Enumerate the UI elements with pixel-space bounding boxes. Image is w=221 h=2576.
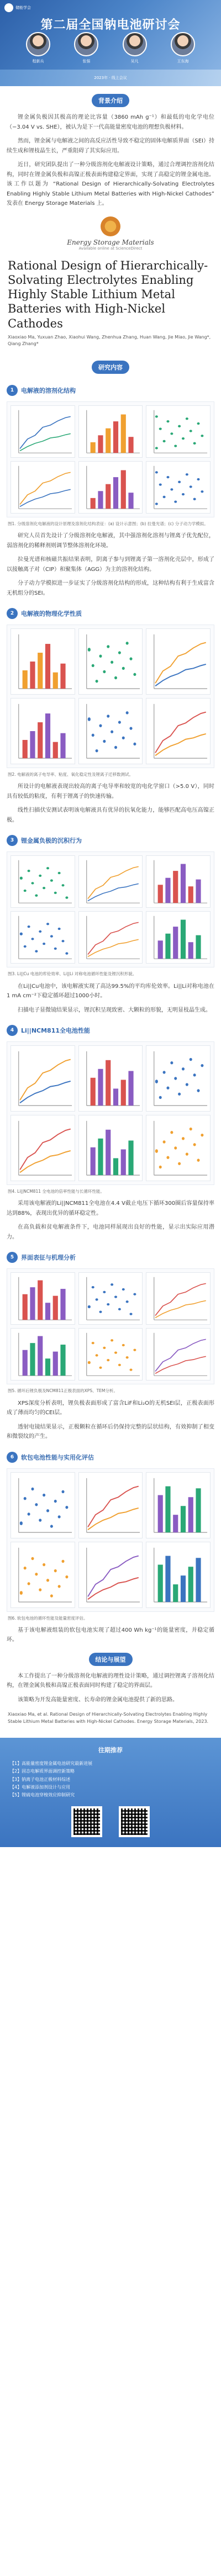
plot-svg	[146, 1273, 210, 1324]
recommend-list	[10, 1760, 211, 1800]
paper-authors: Xiaoxiao Ma, Yuxuan Zhao, Xiaohui Wang, Zhenhua Zhang, Huan Wang, Jie Miao, Jie Wang*, Qiang Zhang*	[8, 334, 211, 346]
plot-svg	[146, 462, 210, 513]
journal-name: Energy Storage Materials	[67, 238, 154, 246]
plot-svg	[146, 629, 210, 694]
figure-image[interactable]	[7, 1268, 214, 1384]
figure-panel	[10, 911, 75, 964]
plot-svg	[79, 699, 143, 764]
figure-panel	[146, 1472, 211, 1538]
banner-logo	[4, 3, 31, 12]
recommend-link[interactable]: 【4】电解液添加剂设计与应用	[10, 1785, 71, 1790]
speaker-photo	[171, 32, 195, 56]
figure-sections	[0, 379, 221, 1645]
section-pill: 结论与展望	[89, 1653, 133, 1666]
speaker-photo	[123, 32, 147, 56]
intro-paragraph: 近日，研究团队提出了一种分级溶剂化电解液设计策略，通过合理调控溶剂化结构，同时在锂金属负极和高镍正极表面构建稳定界面，实现了高稳定的锂金属电池。该工作以题为 “Rational Design of Hierarchically-Solvating Electrolytes Enabling Highly Stable Lithium Metal Batteries with High-Nickel Cathodes” 发表在 Energy Storage Materials 上。	[7, 162, 214, 207]
figure-image[interactable]	[7, 1041, 214, 1185]
figure-number: 3	[7, 835, 18, 846]
figure-panel	[78, 911, 143, 964]
journal-block	[0, 216, 221, 251]
figure-panel	[10, 1542, 75, 1608]
figure-image[interactable]	[7, 401, 214, 517]
speaker-name: 吴凡	[130, 59, 139, 64]
section-pill: 研究内容	[92, 361, 129, 374]
plot-svg	[79, 1329, 143, 1380]
figure-panel	[78, 1045, 143, 1112]
figure-panel	[146, 1045, 211, 1112]
speaker	[167, 32, 199, 64]
plot-svg	[79, 856, 143, 907]
speaker-list	[22, 32, 199, 64]
figure-panel	[10, 1472, 75, 1538]
plot-svg	[79, 1473, 143, 1538]
figure-section	[0, 1446, 221, 1645]
figure-panel	[10, 855, 75, 908]
figure-section	[0, 379, 221, 598]
figure-panel	[78, 1115, 143, 1181]
plot-svg	[79, 1115, 143, 1181]
plot-svg	[146, 1473, 210, 1538]
plot-svg	[11, 1273, 75, 1324]
figure-panel	[78, 461, 143, 514]
figure-panel	[78, 698, 143, 764]
figure-section	[0, 1246, 221, 1441]
speaker	[70, 32, 102, 64]
summary-paragraph: 该策略为开发高能量密度、长寿命的锂金属电池提供了新的思路。	[18, 1696, 178, 1703]
plot-svg	[11, 406, 75, 457]
banner-subtitle: 2023年 · 线上会议	[94, 76, 127, 80]
figure-caption: 图5. 循环后锂负极及NCM811正极表面的XPS、TEM分析。	[8, 1388, 118, 1394]
figure-section	[0, 1019, 221, 1242]
figure-panel	[146, 405, 211, 458]
section-pill: 背景介绍	[92, 94, 129, 107]
figure-panel	[146, 1328, 211, 1380]
figure-panel	[78, 1272, 143, 1325]
figure-panel	[146, 1272, 211, 1325]
figure-panel	[78, 1328, 143, 1380]
recommend-link[interactable]: 【1】高能量密度锂金属电池研究最新进展	[10, 1760, 93, 1766]
intro-paragraph: 然而，锂金属与电解液之间的高反应活性导致不稳定的固体电解质界面（SEI）持续生成和锂枝晶生长，严重阻碍了其实际应用。	[7, 138, 214, 154]
intro-paragraph: 锂金属负极因其极高的理论比容量（3860 mAh g⁻¹）和最低的电化学电位（−3.04 V vs. SHE），被认为是下一代高能量密度电池的理想负极材料。	[7, 114, 214, 130]
section-header-content	[0, 361, 221, 374]
summary-paragraph: 本工作提出了一种分级溶剂化电解液的理性设计策略，通过调控锂离子溶剂化结构，在锂金属负极和高镍正极表面同时构建了稳定的界面层。	[7, 1673, 214, 1689]
plot-svg	[146, 1329, 210, 1380]
banner-logo-text: 储能学会	[15, 6, 31, 10]
figure-title: 锂金属负极的沉积行为	[21, 837, 82, 845]
body-paragraph: 研究人员首先设计了分级溶剂化电解液，其中强溶剂化溶剂与锂离子优先配位，弱溶剂化的稀释剂则调节整体溶剂化环境。	[7, 533, 214, 549]
recommend-link[interactable]: 【5】锂硫电池穿梭效应抑制研究	[10, 1792, 75, 1798]
plot-svg	[146, 1046, 210, 1111]
figure-caption: 图6. 软包电池的循环性能及能量密度评估。	[8, 1615, 88, 1621]
body-paragraph: 在高负载和贫电解液条件下，电池同样展现出良好的性能，显示出实际应用潜力。	[7, 1224, 214, 1240]
citation: Xiaoxiao Ma, et al. Rational Design of Hierarchically-Solvating Electrolytes Enabling Highly Stable Lithium Metal Batteries with High-Nickel Cathodes. Energy Storage Materials, 2023.	[8, 1712, 209, 1725]
figure-image[interactable]	[7, 625, 214, 768]
plot-svg	[146, 912, 210, 963]
body-paragraph: 在Li||Cu电池中，该电解液实现了高达99.5%的平均库伦效率。Li||Li对称电池在1 mA cm⁻²下稳定循环超过1000小时。	[7, 983, 214, 999]
figure-section	[0, 829, 221, 1015]
speaker-photo	[74, 32, 98, 56]
plot-svg	[11, 1473, 75, 1538]
figure-panel	[146, 855, 211, 908]
body-paragraph: XPS深度分析表明，锂负极表面形成了富含LiF和Li₂O的无机SEI层，正极表面形成了薄而均匀的CEI层。	[7, 1400, 214, 1416]
figure-number: 6	[7, 1452, 18, 1463]
conference-banner[interactable]	[0, 0, 221, 86]
speaker	[22, 32, 54, 64]
figure-panel	[78, 1472, 143, 1538]
journal-sub: Available online at ScienceDirect	[78, 246, 143, 251]
figure-panel	[146, 1542, 211, 1608]
figure-panel	[78, 855, 143, 908]
plot-svg	[11, 699, 75, 764]
body-paragraph: 线性扫描伏安测试表明该电解液具有优异的抗氧化能力，能够匹配高电压高镍正极。	[7, 807, 214, 823]
body-paragraph: 分子动力学模拟进一步证实了分级溶剂化结构的形成，这种结构有利于生成富含无机组分的SEI。	[7, 580, 214, 596]
plot-svg	[79, 1542, 143, 1607]
journal-logo-icon	[101, 216, 120, 236]
figure-image[interactable]	[7, 851, 214, 967]
figure-panel	[10, 405, 75, 458]
plot-svg	[146, 1542, 210, 1607]
plot-svg	[11, 462, 75, 513]
figure-panel	[146, 911, 211, 964]
footer-title: 往期推荐	[98, 1746, 123, 1754]
figure-panel	[78, 1542, 143, 1608]
speaker-name: 王东海	[177, 59, 189, 64]
figure-title: 软包电池性能与实用化评估	[21, 1453, 94, 1461]
speaker-name: 程新兵	[32, 59, 44, 64]
plot-svg	[79, 1273, 143, 1324]
figure-panel	[10, 1328, 75, 1380]
plot-svg	[11, 1115, 75, 1181]
society-logo-icon	[4, 3, 13, 12]
body-paragraph: 扫描电子显微镜结果显示，锂沉积呈现致密、大颗粒的形貌，无明显枝晶生成。	[18, 1007, 211, 1013]
figure-panel	[146, 461, 211, 514]
plot-svg	[11, 629, 75, 694]
figure-header	[0, 602, 221, 622]
plot-svg	[146, 406, 210, 457]
body-paragraph: 拉曼光谱和核磁共振结果表明，阴离子参与到锂离子第一溶剂化壳层中，形成了以接触离子对（CIP）和聚集体（AGG）为主的溶剂化结构。	[7, 557, 214, 573]
speaker	[119, 32, 151, 64]
speaker-name: 张强	[82, 59, 91, 64]
figure-number: 4	[7, 1025, 18, 1036]
plot-svg	[11, 1542, 75, 1607]
plot-svg	[11, 856, 75, 907]
figure-panel	[10, 1045, 75, 1112]
plot-svg	[79, 406, 143, 457]
figure-panel	[146, 628, 211, 695]
figure-number: 1	[7, 385, 18, 396]
figure-panel	[10, 628, 75, 695]
plot-svg	[79, 912, 143, 963]
figure-title: 电解液的物理化学性质	[21, 610, 82, 617]
qr-codes	[10, 1806, 211, 1837]
figure-header	[0, 1446, 221, 1466]
body-paragraph: 基于该电解液组装的软包电池实现了超过400 Wh kg⁻¹的能量密度，并稳定循环。	[7, 1627, 214, 1643]
paper-title: Rational Design of Hierarchically-Solvating Electrolytes Enabling Highly Stable Lithium Metal Batteries with High-Nickel Cathodes	[8, 258, 208, 330]
banner-title: 第二届全国钠电池研讨会	[40, 18, 181, 32]
figure-section	[0, 602, 221, 825]
qr-code-icon[interactable]	[119, 1806, 150, 1837]
recommend-footer	[0, 1738, 221, 1847]
figure-panel	[10, 698, 75, 764]
figure-number: 2	[7, 608, 18, 619]
plot-svg	[146, 699, 210, 764]
plot-svg	[79, 462, 143, 513]
figure-number: 5	[7, 1252, 18, 1263]
figure-panel	[146, 698, 211, 764]
figure-caption: 图4. Li||NCM811 全电池的倍率性能与长循环性能。	[8, 1189, 104, 1194]
plot-svg	[11, 1046, 75, 1111]
figure-panel	[10, 1272, 75, 1325]
journal-box	[67, 216, 154, 251]
figure-caption: 图2. 电解液的离子电导率、粘度、氧化稳定性及锂离子迁移数测试。	[8, 772, 134, 777]
section-header-summary	[0, 1653, 221, 1666]
figure-image[interactable]	[7, 1468, 214, 1612]
figure-header	[0, 379, 221, 399]
figure-header	[0, 1019, 221, 1039]
plot-svg	[11, 912, 75, 963]
body-paragraph: 采用该电解液的Li||NCM811全电池在4.4 V截止电压下循环300圈后容量保持率达到88%，表现出优异的循环稳定性。	[7, 1200, 214, 1216]
figure-title: Li||NCM811全电池性能	[21, 1027, 91, 1034]
figure-panel	[10, 1115, 75, 1181]
body-paragraph: 所设计的电解液表现出较高的离子电导率和较宽的电化学窗口（>5.0 V），同时具有较低的粘度，有利于锂离子的快速传输。	[7, 784, 214, 800]
body-paragraph: 透射电镜结果显示，正极颗粒在循环后仍保持完整的层状结构，有效抑制了相变和微裂纹的产生。	[7, 1424, 214, 1440]
figure-title: 电解液的溶剂化结构	[21, 387, 76, 394]
recommend-link[interactable]: 【3】钠离子电池正极材料综述	[10, 1776, 71, 1782]
recommend-link[interactable]: 【2】固态电解质界面调控新策略	[10, 1769, 75, 1774]
plot-svg	[79, 1046, 143, 1111]
speaker-photo	[26, 32, 50, 56]
figure-header	[0, 1246, 221, 1266]
qr-code-icon[interactable]	[71, 1806, 102, 1837]
section-header-background	[0, 94, 221, 107]
plot-svg	[146, 1115, 210, 1181]
plot-svg	[79, 629, 143, 694]
figure-panel	[10, 461, 75, 514]
figure-header	[0, 829, 221, 849]
figure-caption: 图3. Li||Cu 电池的库伦效率、Li||Li 对称电池循环性能及锂沉积形貌。	[8, 971, 137, 977]
figure-panel	[78, 405, 143, 458]
plot-svg	[11, 1329, 75, 1380]
figure-panel	[146, 1115, 211, 1181]
figure-title: 界面表征与机理分析	[21, 1254, 76, 1262]
figure-panel	[78, 628, 143, 695]
plot-svg	[146, 856, 210, 907]
figure-caption: 图1. 分级溶剂化电解液的设计原理及溶剂化结构表征：(a) 设计示意图；(b) 拉曼光谱；(c) 分子动力学模拟。	[8, 521, 208, 526]
